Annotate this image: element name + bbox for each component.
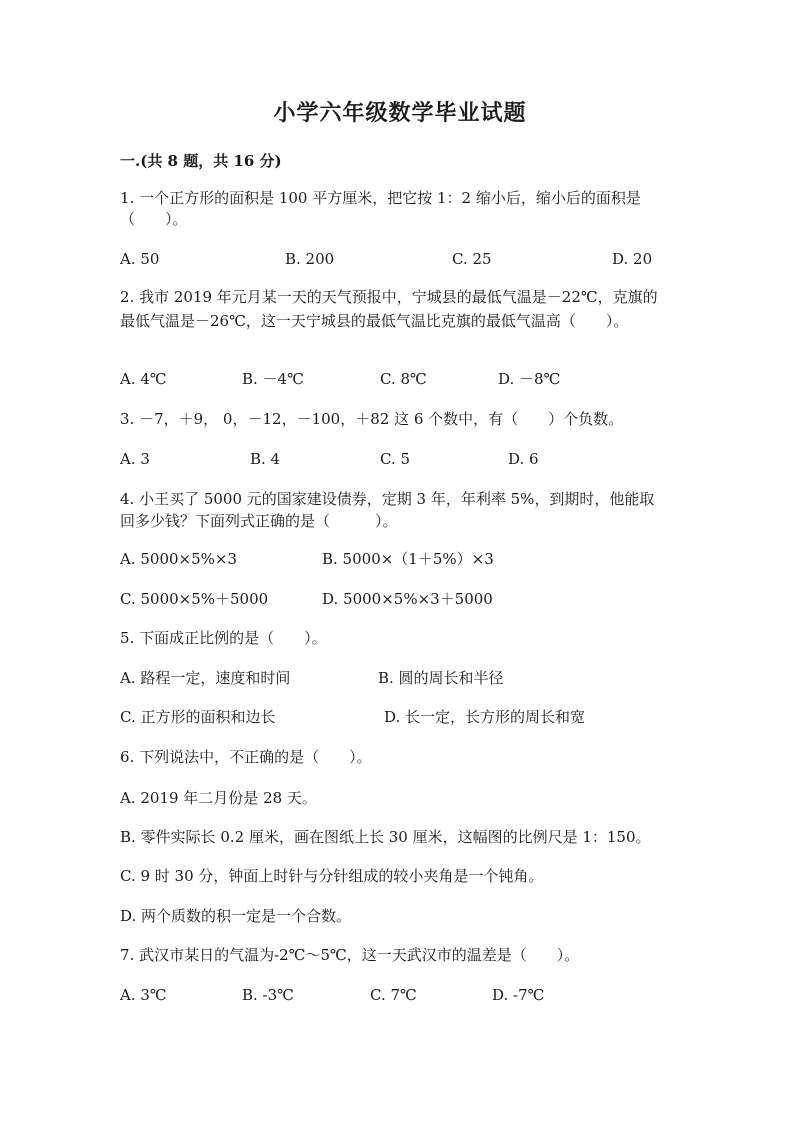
question-1-text-line-1: 1. 一个正方形的面积是 100 平方厘米，把它按 1：2 缩小后，缩小后的面积是 (120, 189, 641, 207)
question-3-option-b: B. 4 (250, 450, 281, 468)
question-5-option-b: B. 圆的周长和半径 (378, 669, 504, 687)
question-7-option-b: B. -3℃ (242, 986, 294, 1004)
question-2-option-a: A. 4℃ (120, 370, 167, 388)
question-7-option-a: A. 3℃ (120, 986, 167, 1004)
question-6-option-a: A. 2019 年二月份是 28 天。 (120, 789, 317, 807)
question-4-text-line-2: 回多少钱？下面列式正确的是（ ）。 (120, 512, 398, 530)
question-7-option-d: D. -7℃ (492, 986, 545, 1004)
page-title: 小学六年级数学毕业试题 (273, 100, 527, 126)
question-3-option-c: C. 5 (380, 450, 411, 468)
question-2-text-line-2: 最低气温是－26℃，这一天宁城县的最低气温比克旗的最低气温高（ ）。 (120, 312, 629, 330)
question-4-text-line-1: 4. 小王买了 5000 元的国家建设债券，定期 3 年，年利率 5%，到期时，他能取 (120, 490, 655, 508)
question-7-text-line-1: 7. 武汉市某日的气温为-2℃～5℃，这一天武汉市的温差是（ ）。 (120, 946, 580, 964)
question-1-option-d: D. 20 (612, 250, 653, 268)
question-4-option-d: D. 5000×5%×3＋5000 (322, 590, 493, 608)
question-4-option-a: A. 5000×5%×3 (120, 550, 238, 568)
question-3-option-a: A. 3 (120, 450, 150, 468)
question-2-text-line-1: 2. 我市 2019 年元月某一天的天气预报中，宁城县的最低气温是－22℃，克旗的 (120, 288, 658, 306)
question-2-option-d: D. －8℃ (498, 370, 561, 388)
question-3-option-d: D. 6 (508, 450, 539, 468)
question-5-option-d: D. 长一定，长方形的周长和宽 (384, 708, 586, 726)
question-3-text-line-1: 3. －7，＋9， 0，－12，－100，＋82 这 6 个数中，有（ ）个负数。 (120, 410, 624, 428)
question-4-option-c: C. 5000×5%＋5000 (120, 590, 269, 608)
question-4-option-b: B. 5000×（1＋5%）×3 (322, 550, 494, 568)
question-6-text-line-1: 6. 下列说法中，不正确的是（ ）。 (120, 748, 372, 766)
question-6-option-d: D. 两个质数的积一定是一个合数。 (120, 907, 352, 925)
question-6-option-b: B. 零件实际长 0.2 厘米，画在图纸上长 30 厘米，这幅图的比例尺是 1：150。 (120, 828, 651, 846)
question-2-option-b: B. －4℃ (242, 370, 304, 388)
section-header: 一.(共 8 题，共 16 分) (120, 152, 282, 170)
question-5-option-c: C. 正方形的面积和边长 (120, 708, 276, 726)
question-5-text-line-1: 5. 下面成正比例的是（ ）。 (120, 629, 327, 647)
question-6-option-c: C. 9 时 30 分，钟面上时针与分针组成的较小夹角是一个钝角。 (120, 867, 544, 885)
question-1-option-c: C. 25 (452, 250, 492, 268)
question-2-option-c: C. 8℃ (380, 370, 427, 388)
question-5-option-a: A. 路程一定，速度和时间 (120, 669, 291, 687)
question-7-option-c: C. 7℃ (370, 986, 417, 1004)
question-1-option-a: A. 50 (120, 250, 160, 268)
question-1-option-b: B. 200 (285, 250, 335, 268)
question-1-text-line-2: （ ）。 (120, 210, 188, 228)
